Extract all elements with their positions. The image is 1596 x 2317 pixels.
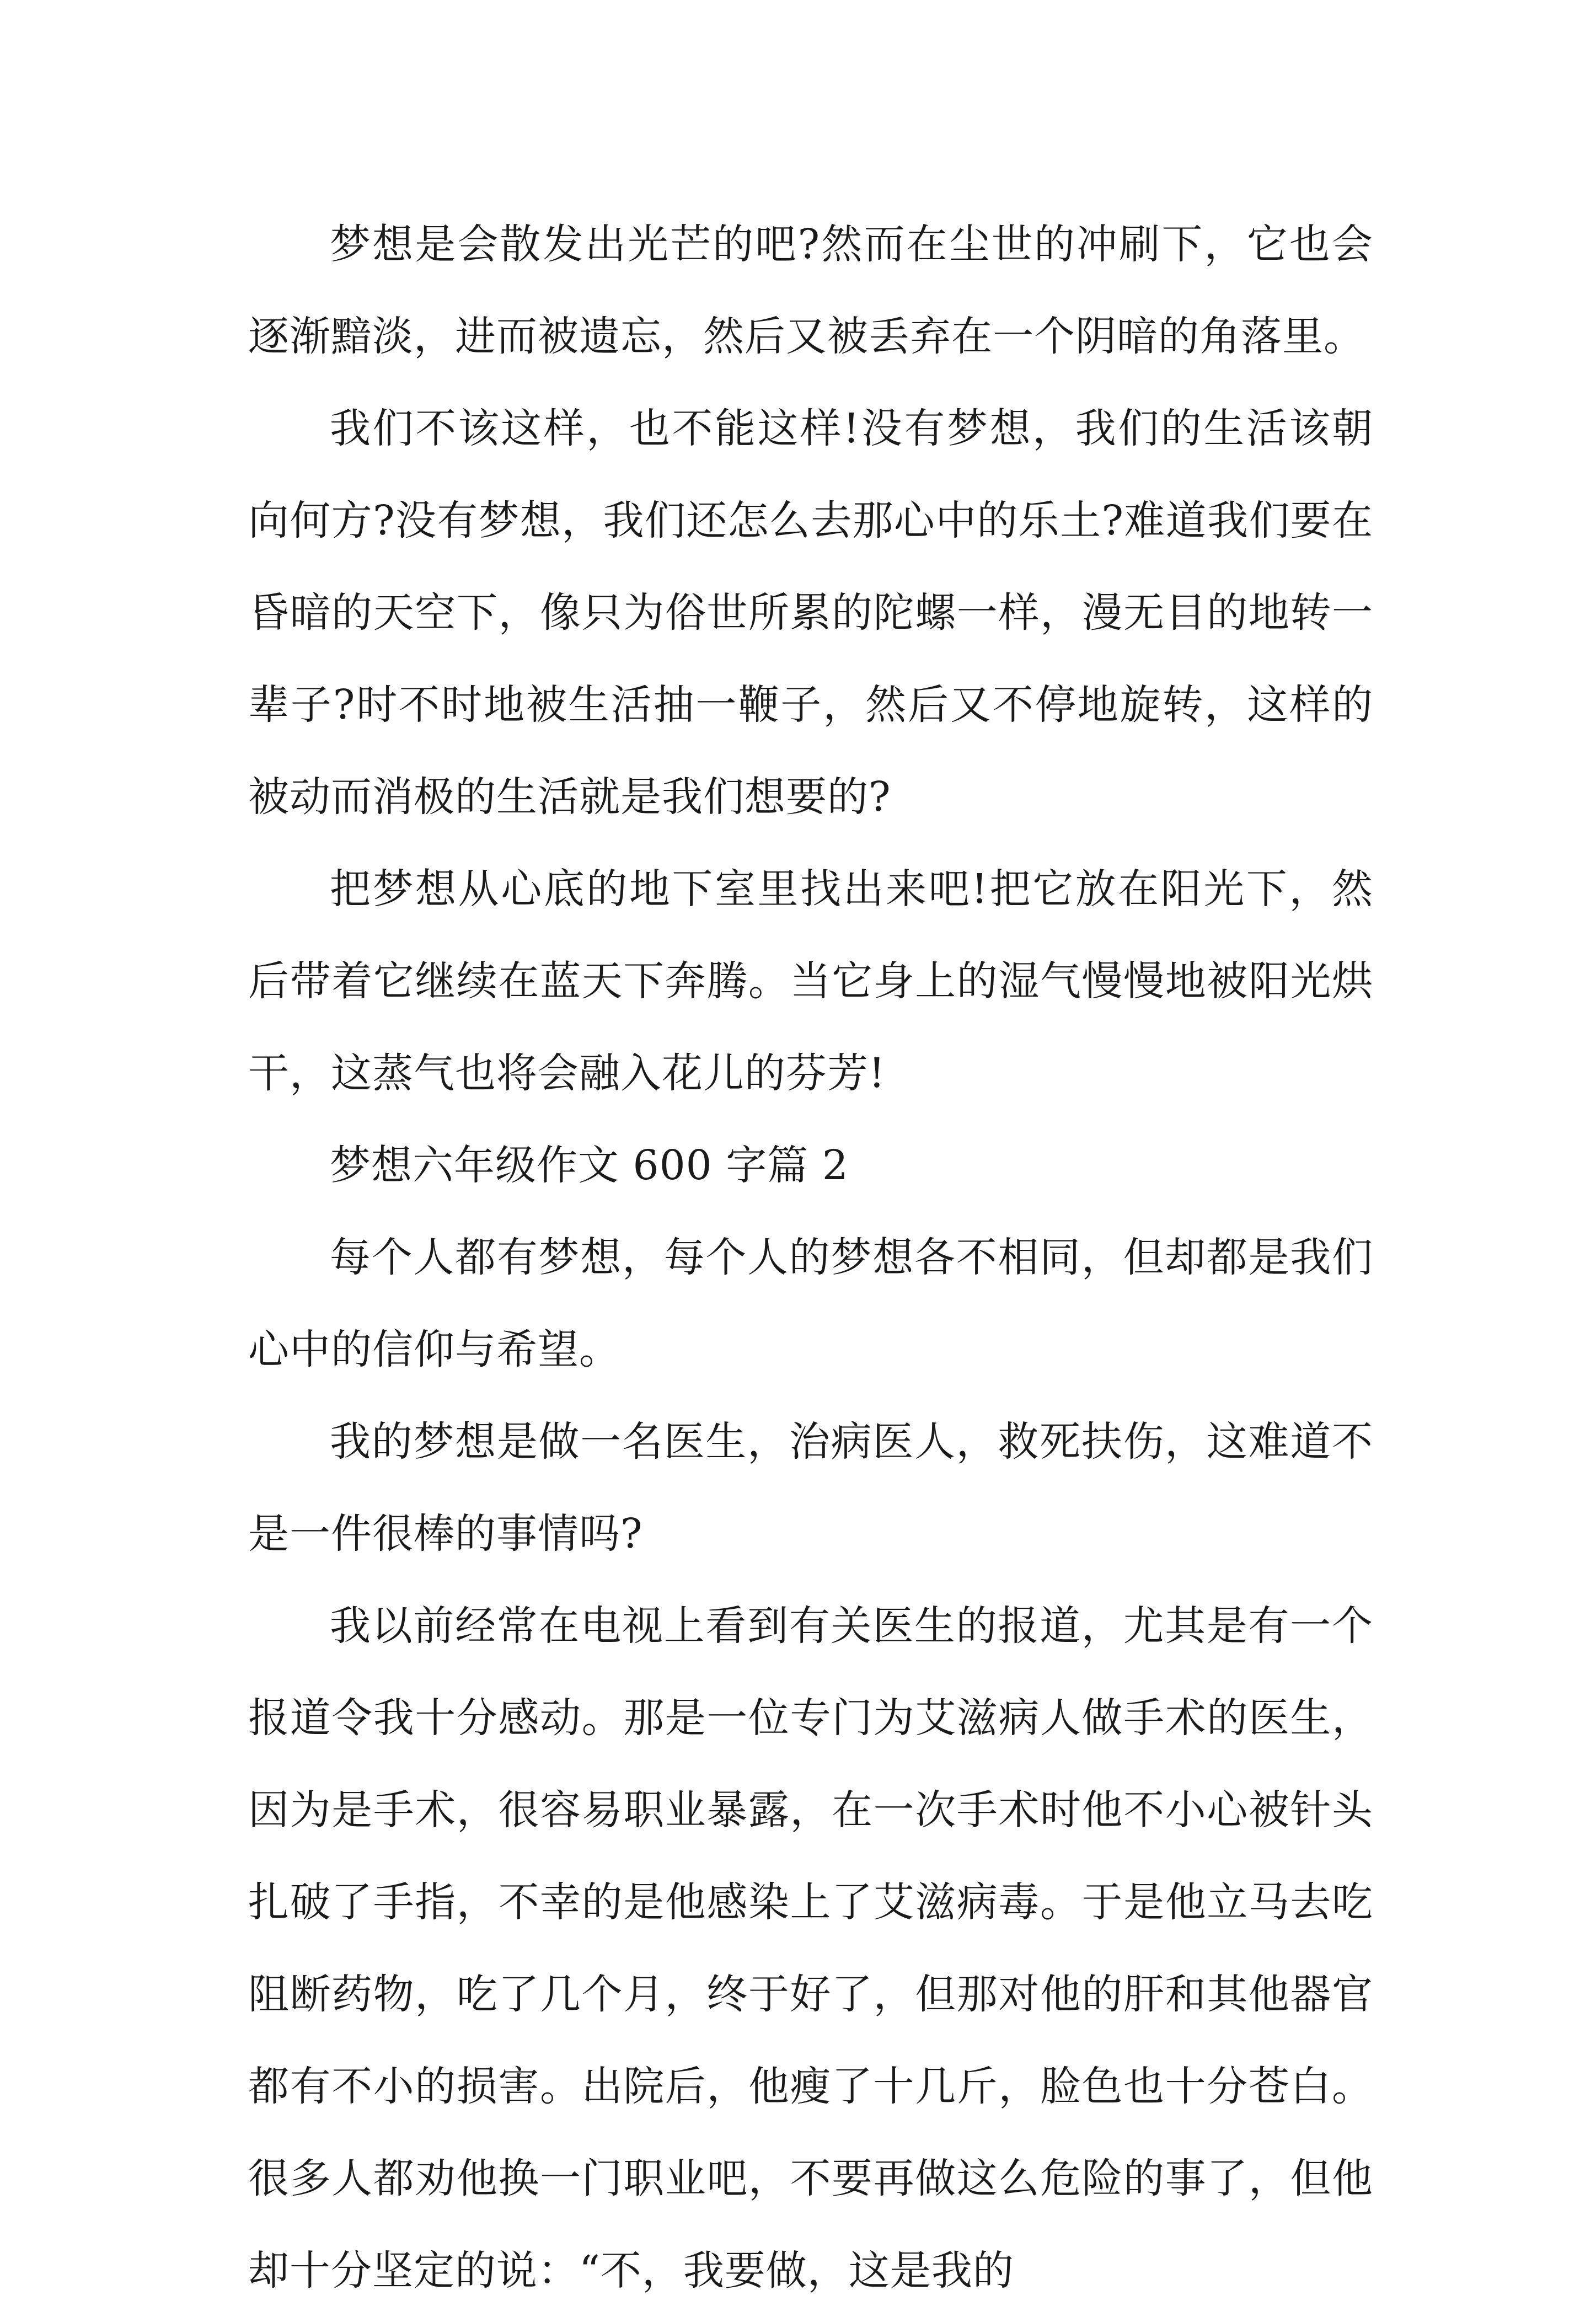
section-heading: 梦想六年级作文 600 字篇 2 (330, 1142, 849, 1189)
paragraph-6: 我以前经常在电视上看到有关医生的报道，尤其是有一个报道令我十分感动。那是一位专门为艾滋病人做手术的医生，因为是手术，很容易职业暴露，在一次手术时他不小心被针头扎破了手指，不幸的是他感染上了艾滋病毒。于是他立马去吃阻断药物，吃了几个月，终于好了，但那对他的肝和其他器官都有不小的损害。出院后，他瘦了十几斤，脸色也十分苍白。很多人都劝他换一门职业吧，不要再做这么危险的事了，但他却十分坚定的说：“不，我要做，这是我的 (248, 1602, 1373, 2294)
document-body (248, 199, 1373, 2317)
paragraph-1: 梦想是会散发出光芒的吧?然而在尘世的冲刷下，它也会逐渐黯淡，进而被遗忘，然后又被丢弃在一个阴暗的角落里。 (248, 221, 1373, 360)
paragraph-4: 每个人都有梦想，每个人的梦想各不相同，但却都是我们心中的信仰与希望。 (248, 1234, 1373, 1373)
paragraph-2: 我们不该这样，也不能这样!没有梦想，我们的生活该朝向何方?没有梦想，我们还怎么去那心中的乐土?难道我们要在昏暗的天空下，像只为俗世所累的陀螺一样，漫无目的地转一辈子?时不时地被生活抽一鞭子，然后又不停地旋转，这样的被动而消极的生活就是我们想要的? (248, 405, 1373, 821)
paragraph-3: 把梦想从心底的地下室里找出来吧!把它放在阳光下，然后带着它继续在蓝天下奔腾。当它身上的湿气慢慢地被阳光烘干，这蒸气也将会融入花儿的芬芳! (248, 865, 1373, 1097)
paragraph-5: 我的梦想是做一名医生，治病医人，救死扶伤，这难道不是一件很棒的事情吗? (248, 1418, 1373, 1558)
